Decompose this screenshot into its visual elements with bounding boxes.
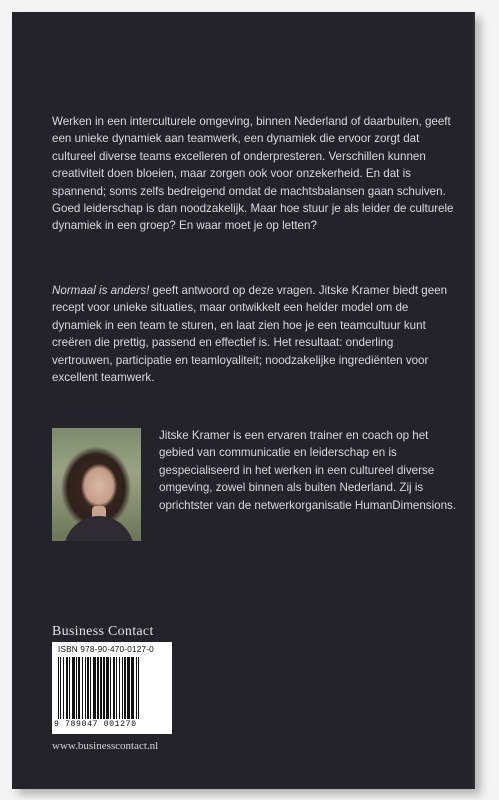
isbn-label: ISBN 978-90-470-0127-0 xyxy=(58,645,154,654)
book-back-cover xyxy=(12,12,475,789)
cover-edge xyxy=(473,12,475,789)
book-title-inline: Normaal is anders! xyxy=(52,284,150,297)
blurb-paragraph-2 xyxy=(52,282,457,386)
blurb-paragraph-1: Werken in een interculturele omgeving, binnen Nederland of daarbuiten, geeft een unieke dynamiek aan teamwerk, een dynamiek die ervoor zorgt dat cultureel diverse teams excelleren of onderpresteren. Verschillen kunnen creativiteit doen bloeien, maar zorgen ook voor onzekerheid. En dat is spannend; soms zelfs bedreigend omdat de machtsbalansen gaan schuiven. Goed leiderschap is dan noodzakelijk. Maar hoe stuur je als leider de culturele dynamiek in een groep? En waar moet je op letten? xyxy=(52,115,454,233)
publisher-website: www.businesscontact.nl xyxy=(52,740,159,752)
barcode-area xyxy=(52,642,172,734)
author-photo xyxy=(52,428,141,541)
author-bio: Jitske Kramer is een ervaren trainer en coach op het gebied van communicatie en leiderschap en is gespecialiseerd in het werken in een cultureel diverse omgeving, zowel binnen als buiten Nederland. Zij is oprichtster van de netwerkorganisatie HumanDimensions. xyxy=(159,429,457,512)
blurb-paragraph-2-text: geeft antwoord op deze vragen. Jitske Kramer biedt geen recept voor unieke situaties, maar ontwikkelt een helder model om de dynamiek in een team te sturen, en laat zien hoe je een teamcultuur kunt creëren die prettig, passend en effectief is. Het resultaat: onderling vertrouwen, participatie en teamloyaliteit; noodzakelijke ingrediënten voor excellent teamwerk. xyxy=(52,284,448,385)
barcode-number: 9 789047 001270 xyxy=(54,720,137,729)
publisher-name: Business Contact xyxy=(52,624,154,639)
barcode-icon xyxy=(58,657,166,719)
